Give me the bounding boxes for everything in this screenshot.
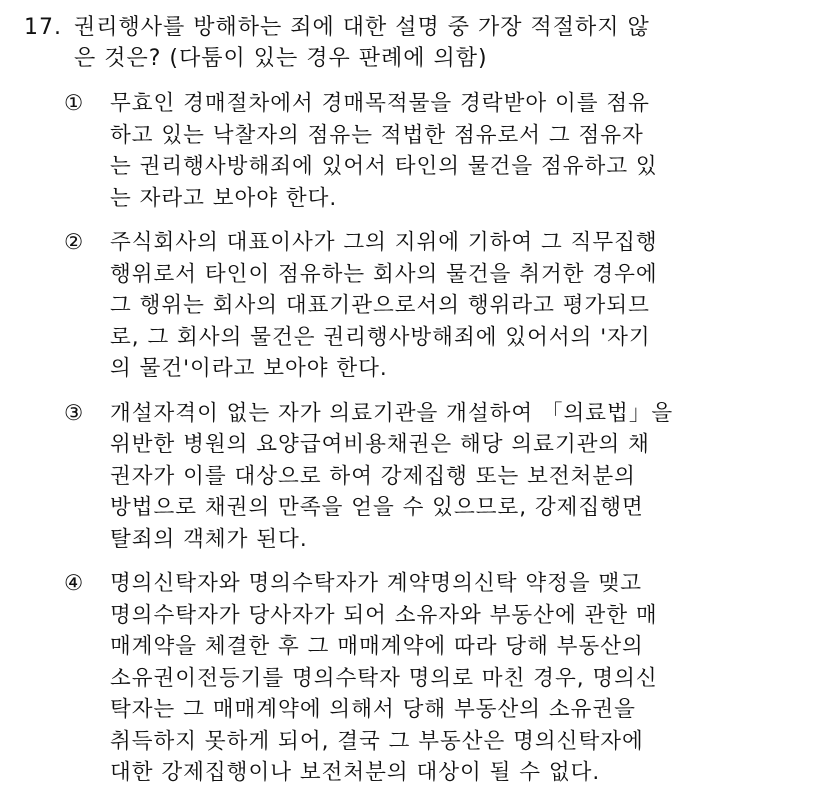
choice-2 <box>64 227 814 385</box>
choice-marker: ① <box>64 91 85 116</box>
choice-line: 행위로서 타인이 점유하는 회사의 물건을 취거한 경우에 <box>110 261 658 287</box>
choice-line: 소유권이전등기를 명의수탁자 명의로 마친 경우, 명의신 <box>110 665 658 691</box>
choice-line: 그 행위는 회사의 대표기관으로서의 행위라고 평가되므 <box>110 293 650 318</box>
choice-line: 무효인 경매절차에서 경매목적물을 경락받아 이를 점유 <box>110 91 650 116</box>
choice-text <box>110 227 814 385</box>
choice-line: 의 물건'이라고 보아야 한다. <box>110 356 388 381</box>
question-stem-text <box>74 12 814 74</box>
choice-line: 위반한 병원의 요양급여비용채권은 해당 의료기관의 채 <box>110 432 650 457</box>
choice-text <box>110 398 814 556</box>
choice-4 <box>64 568 814 789</box>
choice-3 <box>64 398 814 556</box>
choice-line: 취득하지 못하게 되어, 결국 그 부동산은 명의신탁자에 <box>110 728 644 754</box>
choice-line: 는 권리행사방해죄에 있어서 타인의 물건을 점유하고 있 <box>110 154 658 179</box>
question-17 <box>24 12 814 802</box>
choice-line: 주식회사의 대표이사가 그의 지위에 기하여 그 직무집행 <box>110 230 658 255</box>
choice-marker: ③ <box>64 400 85 426</box>
choice-line: 탁자는 그 매매계약에 의해서 당해 부동산의 소유권을 <box>110 697 636 722</box>
choice-1 <box>64 88 814 214</box>
choice-line: 명의신탁자와 명의수탁자가 계약명의신탁 약정을 맺고 <box>110 571 643 596</box>
question-stem <box>24 12 814 74</box>
choice-line: 명의수탁자가 당사자가 되어 소유자와 부동산에 관한 매 <box>110 602 658 628</box>
choice-line: 대한 강제집행이나 보전처분의 대상이 될 수 없다. <box>110 760 601 785</box>
choice-line: 매계약을 체결한 후 그 매매계약에 따라 당해 부동산의 <box>110 634 644 659</box>
choice-line: 하고 있는 낙찰자의 점유는 적법한 점유로서 그 점유자 <box>110 122 644 148</box>
choice-line: 방법으로 채권의 만족을 얻을 수 있으므로, 강제집행면 <box>110 495 644 520</box>
choice-line: 개설자격이 없는 자가 의료기관을 개설하여 「의료법」을 <box>110 400 674 426</box>
choice-line: 로, 그 회사의 물건은 권리행사방해죄에 있어서의 '자기 <box>110 324 651 350</box>
choice-line: 는 자라고 보아야 한다. <box>110 185 338 211</box>
choice-marker: ④ <box>64 571 85 596</box>
choice-line: 탈죄의 객체가 된다. <box>110 526 308 552</box>
question-number: 17. <box>24 15 62 40</box>
choice-text <box>110 88 814 214</box>
choice-line: 권자가 이를 대상으로 하여 강제집행 또는 보전처분의 <box>110 463 636 489</box>
choice-list <box>24 88 814 789</box>
choice-marker: ② <box>64 230 85 255</box>
choice-text <box>110 568 814 789</box>
stem-line: 권리행사를 방해하는 죄에 대한 설명 중 가장 적절하지 않 <box>74 15 650 40</box>
stem-line: 은 것은? (다툼이 있는 경우 판례에 의함) <box>74 46 488 71</box>
